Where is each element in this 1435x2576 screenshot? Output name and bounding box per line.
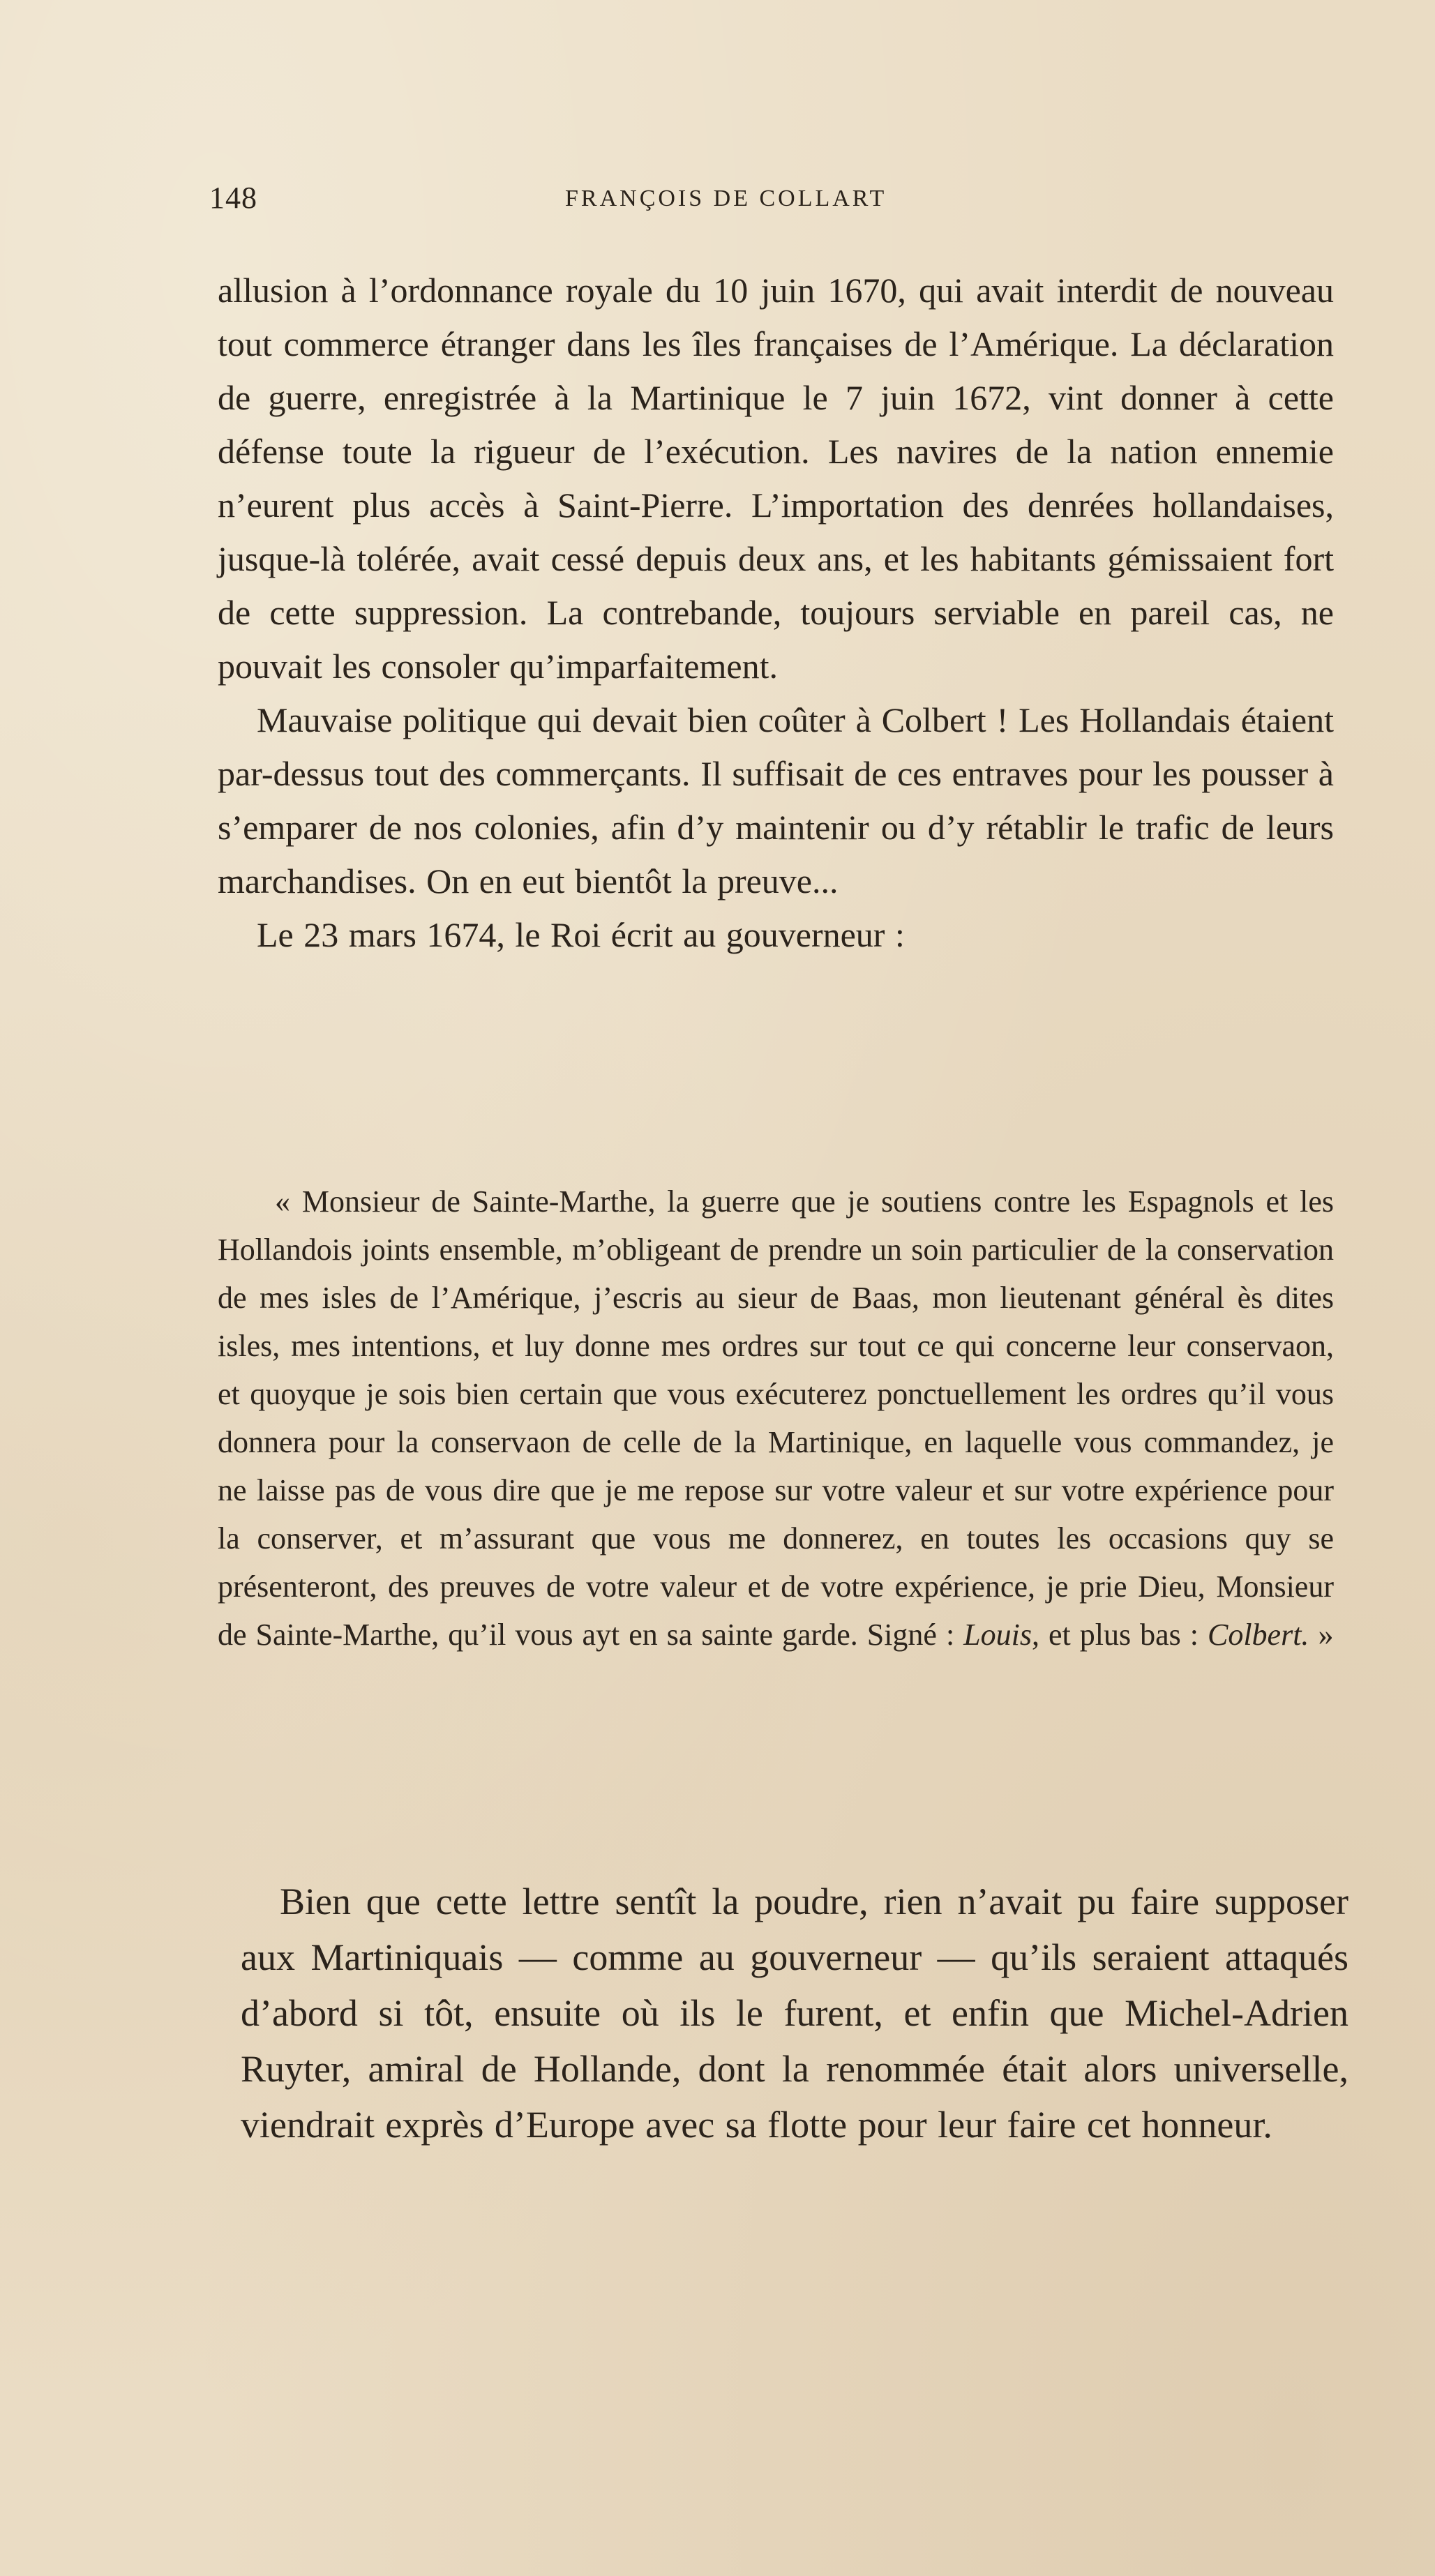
paragraph-3: Le 23 mars 1674, le Roi écrit au gouverneur : xyxy=(257,915,905,954)
quote-text: « Monsieur de Sainte-Marthe, la guerre que je soutiens contre les Espagnols et les Hollandois joints ensemble, m’obligeant de prendre un soin particulier de la conservation de mes isles de l’Amérique, j’escris au sieur de Baas, mon lieutenant général ès dites isles, mes intentions, et luy donne mes ordres sur tout ce qui concerne leur conservaon, et quoyque je sois bien certain que vous exécuterez ponctuellement les ordres qu’il vous donnera pour la conservaon de celle de la Martinique, en laquelle vous commandez, je ne laisse pas de vous dire que je me repose sur votre valeur et sur votre expérience pour la conserver, et m’assurant que vous me donnerez, en toutes les occasions quy se présenteront, des preuves de votre valeur et de votre expérience, je prie Dieu, Monsieur de Sainte-Marthe, qu’il vous ayt en sa sainte garde. Signé : xyxy=(218,1184,1334,1652)
closing-text xyxy=(241,1874,1348,2153)
signature-louis: Louis xyxy=(963,1618,1032,1652)
royal-letter-quote xyxy=(218,1177,1334,1659)
paragraph-1: allusion à l’ordonnance royale du 10 juin 1670, qui avait interdit de nouveau tout commerce étranger dans les îles françaises de l’Amérique. La déclaration de guerre, enregistrée à la Martinique le 7 juin 1672, vint donner à cette défense toute la rigueur de l’exécution. Les navires de la nation ennemie n’eurent plus accès à Saint-Pierre. L’importation des denrées hollandaises, jusque-là tolérée, avait cessé depuis deux ans, et les habitants gémissaient fort de cette suppression. La contrebande, toujours serviable en pareil cas, ne pouvait les consoler qu’imparfaitement. xyxy=(218,271,1334,686)
page-header xyxy=(209,180,1332,222)
signature-colbert: Colbert. xyxy=(1207,1618,1309,1652)
running-title: FRANÇOIS DE COLLART xyxy=(565,186,887,211)
page-number: 148 xyxy=(209,181,257,215)
body-text xyxy=(218,264,1334,962)
closing-paragraph: Bien que cette lettre sentît la poudre, rien n’avait pu faire supposer aux Martiniquais — comme au gouverneur — qu’ils seraient attaqués d’abord si tôt, ensuite où ils le furent, et enfin que Michel-Adrien Ruyter, amiral de Hollande, dont la renommée était alors universelle, viendrait exprès d’Europe avec sa flotte pour leur faire cet honneur. xyxy=(241,1881,1348,2146)
quote-connector: , et plus bas : xyxy=(1032,1618,1199,1652)
quote-closing-mark: » xyxy=(1309,1618,1334,1652)
paragraph-2: Mauvaise politique qui devait bien coûter à Colbert ! Les Hollandais étaient par-dessus tout des commerçants. Il suffisait de ces entraves pour les pousser à s’emparer de nos colonies, afin d’y maintenir ou d’y rétablir le trafic de leurs marchandises. On en eut bientôt la preuve... xyxy=(218,700,1334,901)
quote-paragraph xyxy=(218,1177,1334,1659)
